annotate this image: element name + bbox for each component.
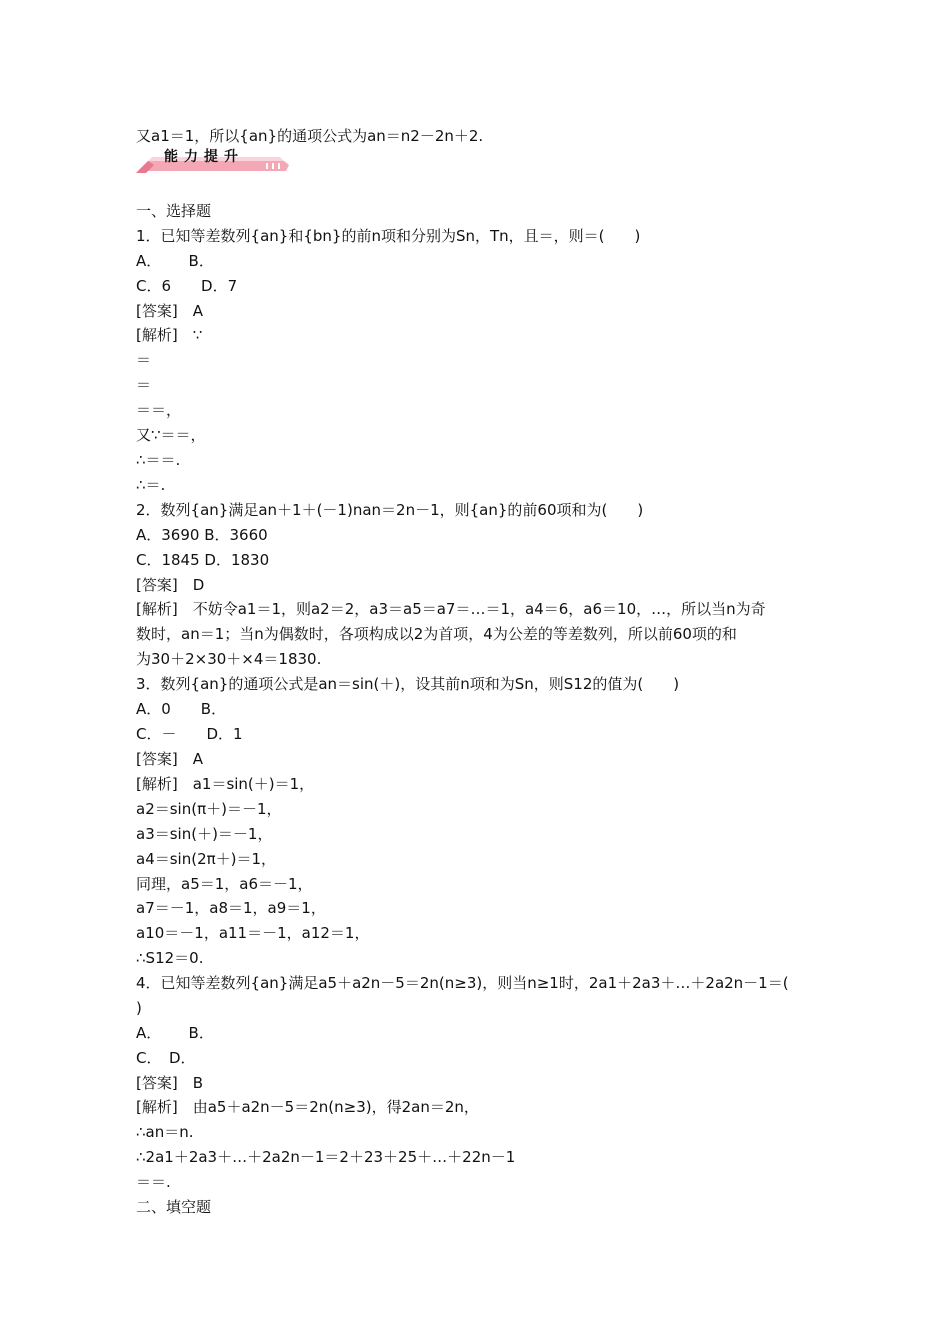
text-line: ＝＝， (136, 401, 182, 419)
text-line: A．0 B． (136, 700, 227, 718)
text-line: [答案] B (136, 1074, 203, 1092)
text-line: C．1845 D．1830 (136, 551, 270, 569)
text-line: ) (136, 999, 142, 1017)
text-line: 为30＋2×30＋×4＝1830. (136, 650, 322, 668)
text-line: ∴2a1＋2a3＋…＋2a2n－1＝2＋23＋25＋…＋22n－1 (136, 1148, 516, 1166)
text-line: C．6 D．7 (136, 277, 238, 295)
text-line: ∴S12＝0. (136, 949, 204, 967)
text-line: 又∵＝＝， (136, 426, 206, 444)
text-line: 一、选择题 (136, 202, 212, 220)
text-line: a7＝－1，a8＝1，a9＝1， (136, 899, 326, 917)
text-line: A． B． (136, 1024, 214, 1042)
text-line: ＝ (136, 351, 152, 369)
text-line: a10＝－1，a11＝－1，a12＝1， (136, 924, 370, 942)
text-line: 又a1＝1，所以{an}的通项公式为an＝n2－2n＋2. (136, 127, 484, 145)
banner-title: 能力提升 (164, 149, 244, 165)
text-line: [答案] D (136, 576, 205, 594)
text-line: ＝＝. (136, 1173, 171, 1191)
text-line: 2．数列{an}满足an＋1＋(－1)nan＝2n－1，则{an}的前60项和为( ) (136, 501, 644, 519)
text-line: 数时，an＝1；当n为偶数时，各项构成以2为首项，4为公差的等差数列，所以前60项的和 (136, 625, 737, 643)
text-line: C．－ D．1 (136, 725, 243, 743)
text-line: 同理，a5＝1，a6＝－1， (136, 875, 313, 893)
text-line: a2＝sin(π＋)＝－1， (136, 800, 282, 818)
text-line: 1．已知等差数列{an}和{bn}的前n项和分别为Sn，Tn，且＝，则＝( ) (136, 227, 641, 245)
text-line: 3．数列{an}的通项公式是an＝sin(＋)，设其前n项和为Sn，则S12的值为( ) (136, 675, 680, 693)
text-line: ＝ (136, 376, 152, 394)
text-line: a4＝sin(2π＋)＝1， (136, 850, 277, 868)
text-line: [解析] a1＝sin(＋)＝1， (136, 775, 315, 793)
text-line: ∴＝. (136, 476, 166, 494)
text-line: ∴an＝n. (136, 1123, 194, 1141)
text-line: C． D． (136, 1049, 196, 1067)
text-line: ∴＝＝. (136, 451, 181, 469)
text-line: a3＝sin(＋)＝－1， (136, 825, 273, 843)
text-line: [解析] 不妨令a1＝1，则a2＝2，a3＝a5＝a7＝…＝1，a4＝6，a6＝10，…，所以当n为奇 (136, 600, 766, 618)
text-line: [解析] 由a5＋a2n－5＝2n(n≥3)，得2an＝2n， (136, 1098, 479, 1116)
text-line: A． B． (136, 252, 214, 270)
section-banner (134, 147, 294, 177)
text-line: 二、填空题 (136, 1198, 212, 1216)
text-line: 4．已知等差数列{an}满足a5＋a2n－5＝2n(n≥3)，则当n≥1时，2a1＋2a3＋…＋2a2n－1＝( (136, 974, 789, 992)
text-line: A．3690 B．3660 (136, 526, 268, 544)
text-line: [解析] ∵ (136, 326, 203, 344)
text-line: [答案] A (136, 750, 203, 768)
text-line: [答案] A (136, 302, 203, 320)
